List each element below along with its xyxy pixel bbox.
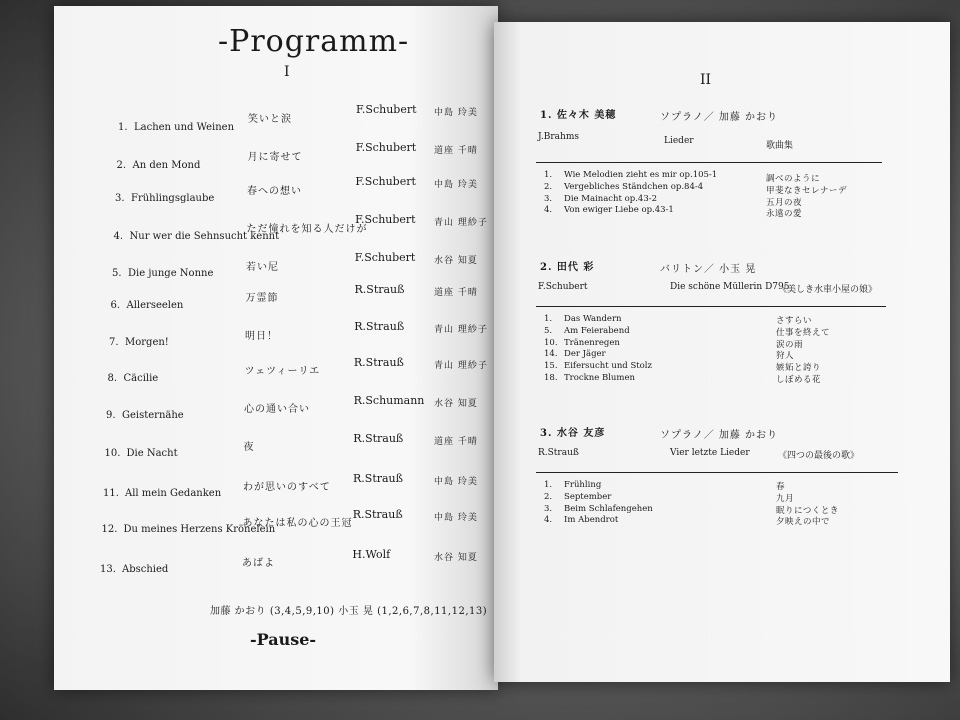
section-work-title: Die schöne Müllerin D795	[670, 282, 790, 292]
singer-name: 水谷 知夏	[434, 553, 478, 563]
song-number: 15.	[544, 361, 558, 372]
song-number: 18.	[544, 373, 558, 383]
row-number: 3.	[115, 193, 125, 204]
song-title-japanese: 心の通い合い	[244, 404, 310, 415]
section-accompanist: バリトン／ 小玉 晃	[660, 264, 757, 275]
song-title: Das Wandern	[564, 314, 622, 324]
singer-name: 水谷 知夏	[434, 399, 478, 409]
composer-name: R.Schumann	[353, 394, 425, 407]
song-title: Die Nacht	[126, 448, 178, 459]
song-title-japanese: 笑いと涙	[248, 114, 292, 126]
section-work-title: Vier letzte Lieder	[670, 448, 750, 458]
row-number: 9.	[106, 410, 116, 421]
song-title-japanese: あなたは私の心の王冠	[242, 518, 353, 529]
song-title: Von ewiger Liebe op.43-1	[564, 205, 674, 216]
song-title-japanese: ただ憧れを知る人だけが	[246, 224, 368, 235]
song-title: Frühlingsglaube	[131, 193, 215, 204]
composer-name: F.Schubert	[356, 103, 417, 117]
row-number: 10.	[104, 448, 121, 459]
song-number: 3.	[544, 503, 553, 514]
song-title: Lachen und Weinen	[134, 121, 235, 133]
section-divider	[536, 162, 882, 163]
song-title-japanese: しぼめる花	[776, 375, 822, 385]
singer-name: 中島 玲美	[434, 108, 478, 119]
song-title-japanese: ツェツィーリエ	[244, 366, 321, 378]
song-title: Vergebliches Ständchen op.84-4	[564, 181, 704, 192]
song-title: Nur wer die Sehnsucht kennt	[129, 231, 280, 242]
section-composer: F.Schubert	[538, 282, 588, 292]
song-title: Abschied	[122, 564, 169, 575]
song-title-japanese: わが思いのすべて	[243, 482, 331, 493]
row-number: 7.	[109, 337, 119, 349]
row-number: 12.	[101, 524, 118, 535]
row-number: 11.	[103, 488, 119, 499]
singer-name: 中島 玲美	[434, 477, 478, 487]
song-title-japanese: 調べのように	[766, 174, 821, 184]
song-number: 3.	[544, 193, 553, 204]
song-number: 4.	[544, 515, 553, 526]
composer-name: R.Strauß	[352, 508, 403, 521]
song-title: Geisternähe	[122, 410, 184, 421]
section-accompanist: ソプラノ／ 加藤 かおり	[660, 430, 779, 441]
song-title-japanese: 春への想い	[247, 186, 302, 197]
composer-name: F.Schubert	[355, 213, 416, 226]
song-title-japanese: 永遠の愛	[766, 209, 803, 220]
singer-name: 青山 理紗子	[434, 361, 488, 372]
song-title-japanese: さすらい	[776, 316, 813, 326]
composer-name: R.Strauß	[353, 356, 404, 370]
section-work-title-japanese: 歌曲集	[766, 141, 794, 151]
singer-name: 中島 玲美	[434, 180, 478, 190]
row-number: 4.	[113, 231, 124, 242]
row-number: 5.	[112, 268, 122, 280]
song-title: Im Abendrot	[564, 515, 619, 526]
song-title-japanese: 月に寄せて	[247, 152, 303, 164]
song-title-japanese: 涙の雨	[776, 339, 804, 350]
composer-name: H.Wolf	[352, 548, 391, 561]
accompanist-credits: 加藤 かおり (3,4,5,9,10) 小玉 晃 (1,2,6,7,8,11,12,13)	[210, 606, 488, 617]
singer-name: 青山 理紗子	[434, 218, 488, 228]
song-title: Tränenregen	[564, 337, 620, 348]
song-title: Der Jäger	[564, 349, 606, 360]
program-title: -Programm-	[218, 24, 410, 59]
song-title: Die junge Nonne	[128, 268, 214, 280]
song-title: All mein Gedanken	[125, 488, 222, 499]
song-title: An den Mond	[132, 159, 201, 171]
left-page	[54, 6, 498, 690]
section-work-title: Lieder	[664, 136, 694, 146]
song-title-japanese: 夕映えの中で	[776, 517, 831, 528]
singer-name: 水谷 知夏	[434, 255, 478, 266]
song-title: September	[564, 491, 612, 502]
section-work-title-japanese: 《美しき水車小屋の娘》	[778, 285, 878, 295]
song-title: Trockne Blumen	[564, 373, 635, 383]
row-number: 13.	[100, 564, 116, 575]
song-title-japanese: 五月の夜	[766, 197, 803, 208]
song-title-japanese: 甲斐なきセレナーデ	[766, 185, 848, 196]
song-title-japanese: 万霊節	[245, 293, 279, 305]
composer-name: R.Strauß	[354, 320, 405, 334]
song-title: Frühling	[564, 480, 602, 490]
song-title: Am Feierabend	[564, 325, 630, 336]
right-page	[494, 22, 950, 682]
singer-name: 道座 千晴	[434, 146, 478, 157]
song-number: 5.	[544, 325, 553, 336]
song-title: Beim Schlafengehen	[564, 503, 653, 514]
part-one-numeral: I	[284, 64, 290, 80]
section-performer: 3. 水谷 友彦	[540, 428, 606, 439]
section-accompanist: ソプラノ／ 加藤 かおり	[660, 112, 779, 123]
song-title-japanese: 九月	[776, 493, 795, 504]
row-number: 1.	[118, 121, 128, 133]
singer-name: 中島 玲美	[434, 513, 478, 523]
section-performer: 1. 佐々木 美穂	[540, 110, 617, 121]
song-title: Du meines Herzens Krönelein	[123, 524, 276, 535]
section-work-title-japanese: 《四つの最後の歌》	[778, 451, 860, 461]
song-title: Morgen!	[125, 337, 169, 349]
section-performer: 2. 田代 彩	[540, 262, 595, 273]
song-number: 14.	[544, 349, 558, 360]
section-divider	[536, 472, 898, 473]
song-title-japanese: 仕事を終えて	[776, 327, 831, 338]
song-title-japanese: 夜	[243, 442, 255, 453]
composer-name: F.Schubert	[355, 141, 417, 155]
song-number: 1.	[544, 170, 553, 180]
song-title-japanese: 眠りにつくとき	[776, 505, 839, 516]
composer-name: R.Strauß	[354, 282, 405, 296]
section-composer: R.Strauß	[538, 448, 579, 458]
song-title-japanese: 明日！	[245, 330, 278, 342]
singer-name: 青山 理紗子	[434, 325, 488, 336]
song-number: 10.	[544, 337, 558, 348]
song-title-japanese: あばよ	[242, 558, 275, 569]
song-number: 4.	[544, 205, 553, 216]
composer-name: R.Strauß	[353, 432, 404, 445]
song-title: Allerseelen	[126, 299, 184, 311]
singer-name: 道座 千晴	[434, 287, 478, 298]
song-title: Die Mainacht op.43-2	[564, 193, 658, 204]
part-two-numeral: II	[700, 72, 712, 88]
singer-name: 道座 千晴	[434, 437, 478, 447]
song-title: Wie Melodien zieht es mir op.105-1	[564, 170, 718, 180]
song-title-japanese: 狩人	[776, 351, 795, 362]
row-number: 6.	[110, 299, 121, 311]
song-number: 1.	[544, 480, 553, 490]
song-number: 2.	[544, 181, 553, 192]
row-number: 2.	[116, 159, 127, 171]
section-divider	[536, 306, 886, 307]
composer-name: F.Schubert	[355, 175, 416, 188]
song-title-japanese: 若い尼	[246, 261, 279, 273]
pause-label: -Pause-	[250, 630, 317, 649]
composer-name: F.Schubert	[354, 250, 416, 264]
row-number: 8.	[107, 372, 118, 384]
song-title-japanese: 嫉妬と誇り	[776, 363, 822, 374]
composer-name: R.Strauß	[353, 472, 403, 485]
song-title-japanese: 春	[776, 482, 786, 492]
song-title: Cäcilie	[123, 372, 159, 384]
section-composer: J.Brahms	[538, 132, 580, 142]
song-title: Eifersucht und Stolz	[564, 361, 652, 372]
song-number: 1.	[544, 314, 553, 324]
song-number: 2.	[544, 491, 553, 502]
